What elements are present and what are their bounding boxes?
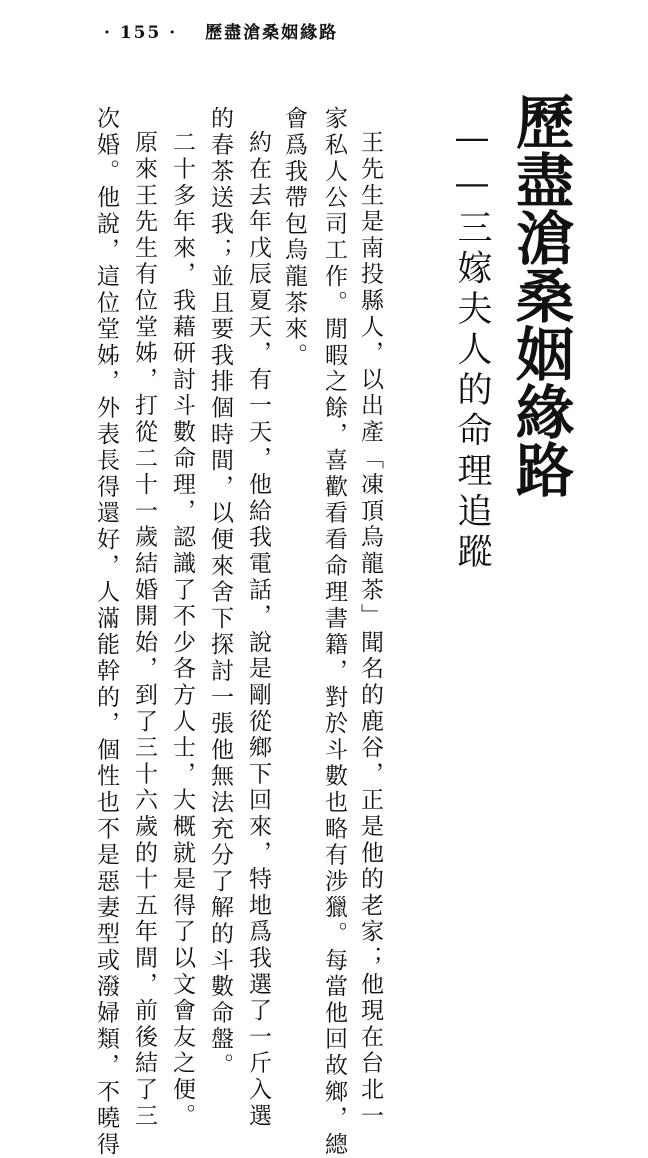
body-column-4: 約在去年戊辰夏天，有一天，他給我電話，說是剛從鄉下回來，特地爲我選了一斤入選 — [245, 130, 271, 1130]
chapter-title: 歷盡滄桑姻緣路 — [506, 92, 574, 498]
body-column-7: 原來王先生有位堂姊，打從二十一歲結婚開始，到了三十六歲的十五年間，前後結了三 — [131, 130, 157, 1130]
page-number: · 155 · — [104, 23, 178, 43]
body-column-6: 二十多年來，我藉研討斗數命理，認識了不少各方人士，大概就是得了以文會友之便。 — [169, 130, 195, 1130]
body-column-8: 次婚。他說，這位堂姊，外表長得還好，人滿能幹的，個性也不是惡妻型或潑婦類，不曉得 — [93, 106, 119, 1158]
body-column-3: 會爲我帶包烏龍茶來。 — [281, 106, 307, 369]
body-column-1: 王先生是南投縣人，以出產「凍頂烏龍茶」聞名的鹿谷，正是他的老家；他現在台北一 — [357, 130, 383, 1130]
running-header — [104, 18, 338, 43]
body-column-2: 家私人公司工作。閒暇之餘，喜歡看看命理書籍，對於斗數也略有涉獵。每當他回故鄉，總 — [321, 106, 347, 1158]
running-title: 歷盡滄桑姻緣路 — [205, 23, 339, 43]
chapter-subtitle: ——三嫁夫人的命理追蹤 — [452, 118, 492, 574]
body-column-5: 的春茶送我；並且要我排個時間，以便來舍下探討一張他無法充分了解的斗數命盤。 — [207, 106, 233, 1080]
